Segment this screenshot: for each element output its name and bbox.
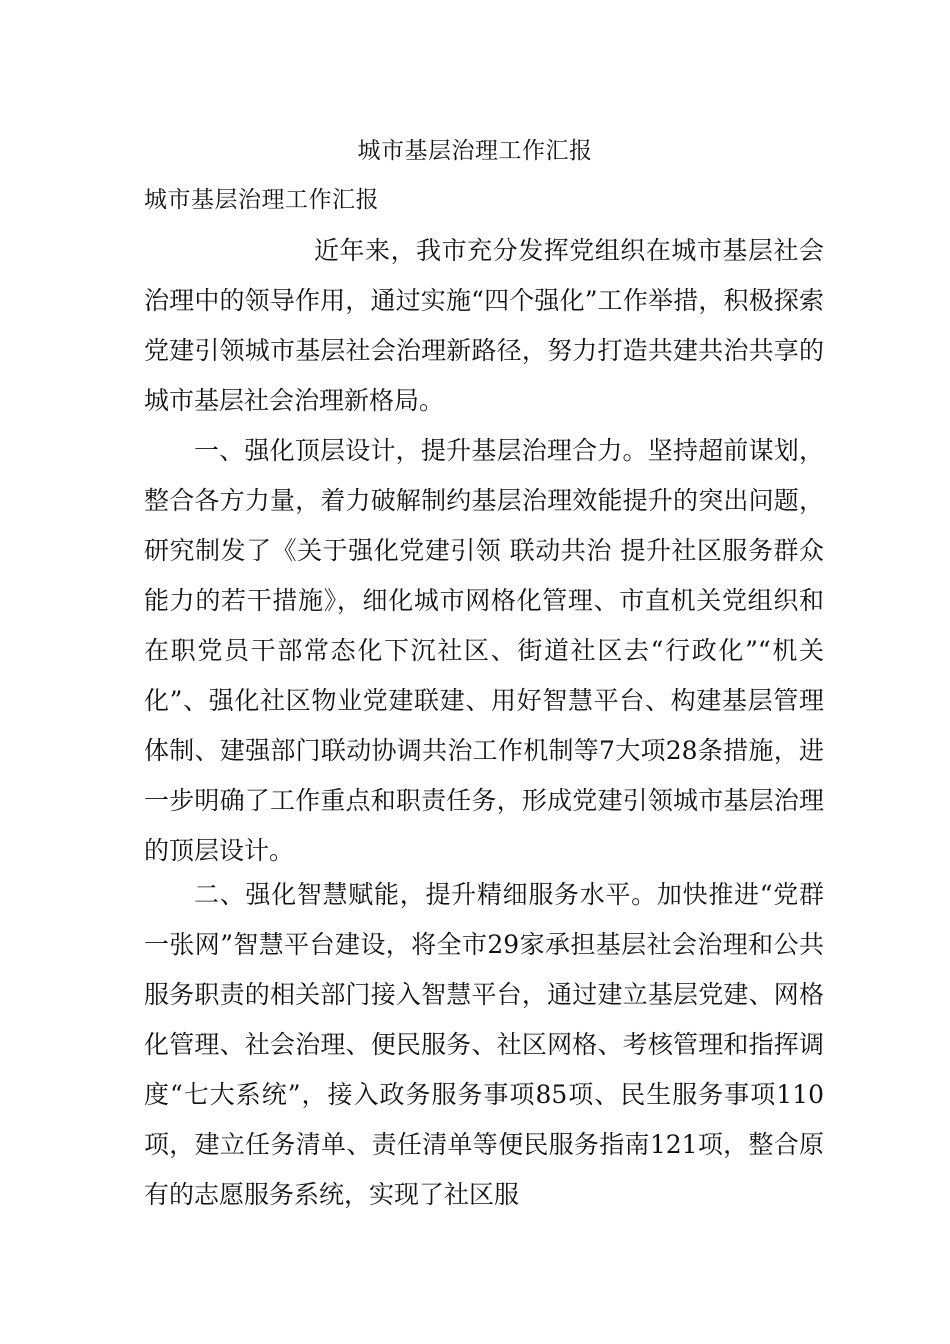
paragraph-section-1: 一、强化顶层设计，提升基层治理合力。坚持超前谋划，整合各方力量，着力破解制约基层治理效能提升的突出问题，研究制发了《关于强化党建引领 联动共治 提升社区服务群众能力的若干措施》，细化城市网格化管理、市直机关党组织和在职党员干部常态化下沉社区、街道社区去“行政化”“机关化”、强化社区物业党建联建、用好智慧平台、构建基层管理体制、建强部门联动协调共治工作机制等7大项28条措施，进一步明确了工作重点和职责任务，形成党建引领城市基层治理的顶层设计。 xyxy=(144,436,824,865)
paragraph-intro: 近年来，我市充分发挥党组织在城市基层社会治理中的领导作用，通过实施“四个强化”工作举措，积极探索党建引领城市基层社会治理新路径，努力打造共建共治共享的城市基层社会治理新格局。 xyxy=(144,236,824,415)
document-subtitle: 城市基层治理工作汇报 xyxy=(144,187,379,213)
paragraph-section-2: 二、强化智慧赋能，提升精细服务水平。加快推进“党群一张网”智慧平台建设，将全市29家承担基层社会治理和公共服务职责的相关部门接入智慧平台，通过建立基层党建、网格化管理、社会治理、便民服务、社区网格、考核管理和指挥调度“七大系统”，接入政务服务事项85项、民生服务事项110项，建立任务清单、责任清单等便民服务指南121项，整合原有的志愿服务系统，实现了社区服 xyxy=(144,880,824,1209)
document-title: 城市基层治理工作汇报 xyxy=(357,138,593,164)
